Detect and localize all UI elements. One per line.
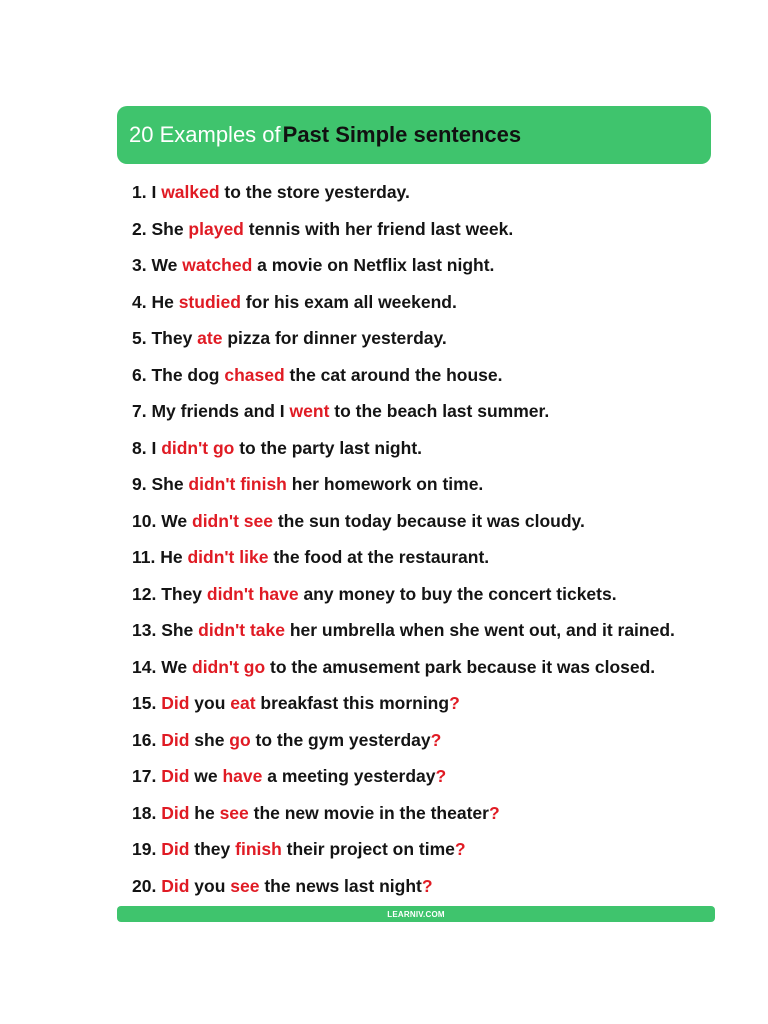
highlighted-verb: ate [197, 328, 223, 348]
sentence-text: he [189, 802, 220, 823]
sentence-item [132, 612, 675, 649]
highlighted-verb: Did [161, 839, 190, 859]
sentence-text: 4. He [132, 291, 179, 312]
sentence-text: we [189, 766, 223, 786]
highlighted-verb: ? [435, 766, 447, 786]
highlighted-verb: went [289, 401, 330, 421]
highlighted-verb: finish [235, 839, 282, 859]
sentence-text: 3. We [132, 255, 183, 275]
sentence-text: 20. [132, 875, 162, 896]
highlighted-verb: ? [454, 839, 466, 859]
sentence-item [132, 831, 675, 868]
sentence-item [132, 795, 675, 832]
sentence-text: you [189, 875, 231, 896]
highlighted-verb: ? [430, 729, 442, 750]
highlighted-verb: Did [161, 766, 190, 786]
sentence-text: 8. I [132, 437, 162, 458]
sentence-item [132, 211, 675, 248]
sentence-text: for his exam all weekend. [240, 291, 457, 312]
sentence-item [132, 576, 675, 613]
highlighted-verb: ? [421, 875, 433, 896]
sentence-text: to the amusement park because it was closed. [265, 656, 656, 677]
sentence-text: 6. The dog [132, 364, 225, 385]
sentence-text: pizza for dinner yesterday. [222, 328, 447, 348]
title-banner [117, 106, 711, 164]
sentence-text: 15. [132, 693, 162, 713]
highlighted-verb: Did [161, 693, 190, 713]
sentence-item [132, 503, 675, 540]
sentence-text: tennis with her friend last week. [243, 218, 514, 239]
highlighted-verb: Did [161, 875, 190, 896]
highlighted-verb: didn't like [187, 547, 269, 567]
sentence-text: 5. They [132, 328, 198, 348]
highlighted-verb: watched [182, 255, 253, 275]
highlighted-verb: played [188, 218, 244, 239]
sentence-text: the news last night [259, 875, 422, 896]
sentence-text: 19. [132, 839, 162, 859]
footer-site-text: LEARNIV.COM [387, 909, 445, 919]
sentence-item [132, 247, 675, 284]
sentence-text: a movie on Netflix last night. [252, 255, 495, 275]
sentence-text: you [189, 693, 231, 713]
sentence-text: her homework on time. [286, 474, 484, 494]
highlighted-verb: Did [161, 729, 190, 750]
sentence-item [132, 649, 675, 686]
highlighted-verb: chased [224, 364, 285, 385]
sentence-text: 16. [132, 729, 162, 750]
sentence-item [132, 685, 675, 722]
sentence-text: the food at the restaurant. [268, 547, 490, 567]
sentence-text: their project on time [281, 839, 455, 859]
sentence-text: 13. She [132, 620, 199, 640]
highlighted-verb: didn't go [192, 656, 266, 677]
sentence-text: the cat around the house. [284, 364, 503, 385]
sentence-text: they [189, 839, 236, 859]
sentence-text: to the gym yesterday [250, 729, 431, 750]
highlighted-verb: didn't have [206, 583, 299, 604]
sentence-text: to the party last night. [234, 437, 423, 458]
highlighted-verb: Did [161, 802, 190, 823]
sentence-text: to the beach last summer. [329, 401, 550, 421]
sentence-text: 11. He [132, 547, 188, 567]
highlighted-verb: walked [161, 182, 220, 202]
title-prefix: 20 Examples of [129, 122, 281, 147]
highlighted-verb: studied [178, 291, 241, 312]
sentence-item [132, 357, 675, 394]
highlighted-verb: didn't take [198, 620, 285, 640]
sentence-text: 18. [132, 802, 162, 823]
highlighted-verb: didn't go [161, 437, 235, 458]
sentence-text: 2. She [132, 218, 189, 239]
sentence-text: 10. We [132, 510, 192, 531]
sentence-item [132, 284, 675, 321]
highlighted-verb: have [222, 766, 263, 786]
sentence-text: 7. My friends and I [132, 401, 290, 421]
sentence-item [132, 868, 675, 905]
highlighted-verb: didn't see [192, 510, 273, 531]
sentence-text: she [189, 729, 230, 750]
sentence-text: 14. We [132, 656, 192, 677]
sentence-text: 1. I [132, 182, 162, 202]
footer-banner [117, 906, 715, 922]
sentence-item [132, 174, 675, 211]
sentence-item [132, 466, 675, 503]
sentence-item [132, 320, 675, 357]
sentence-text: breakfast this morning [255, 693, 450, 713]
highlighted-verb: ? [488, 802, 500, 823]
sentence-item [132, 430, 675, 467]
sentence-text: the sun today because it was cloudy. [272, 510, 585, 531]
sentence-item [132, 722, 675, 759]
sentence-text: 17. [132, 766, 162, 786]
sentence-text: the new movie in the theater [248, 802, 489, 823]
sentence-text: 9. She [132, 474, 189, 494]
title-strong: Past Simple sentences [282, 122, 522, 147]
sentence-item [132, 758, 675, 795]
highlighted-verb: go [229, 729, 251, 750]
sentence-text: 12. They [132, 583, 207, 604]
highlighted-verb: see [219, 802, 249, 823]
highlighted-verb: see [230, 875, 260, 896]
highlighted-verb: ? [449, 693, 460, 713]
sentence-item [132, 539, 675, 576]
sentence-text: any money to buy the concert tickets. [298, 583, 617, 604]
sentence-text: to the store yesterday. [219, 182, 410, 202]
sentence-list [132, 174, 675, 904]
sentence-text: her umbrella when she went out, and it rained. [284, 620, 675, 640]
sentence-item [132, 393, 675, 430]
highlighted-verb: eat [230, 693, 256, 713]
highlighted-verb: didn't finish [188, 474, 287, 494]
sentence-text: a meeting yesterday [262, 766, 436, 786]
